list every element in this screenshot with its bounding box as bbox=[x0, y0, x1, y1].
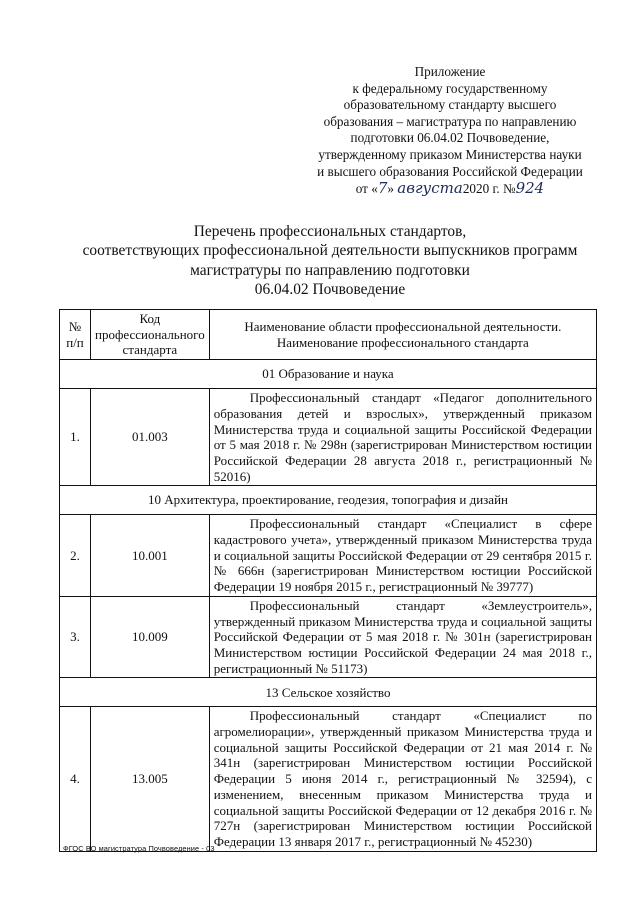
appendix-line: Приложение bbox=[414, 64, 486, 79]
section-row bbox=[60, 360, 597, 389]
title-line: соответствующих профессиональной деятельности выпускников программ bbox=[82, 242, 578, 260]
date-day-handwritten: 7 bbox=[377, 179, 388, 198]
section-title: 10 Архитектура, проектирование, геодезия, топография и дизайн bbox=[60, 486, 597, 515]
table-row bbox=[60, 515, 597, 597]
appendix-line: подготовки 06.04.02 Почвоведение, bbox=[350, 130, 550, 146]
row-num: 3. bbox=[60, 596, 91, 678]
section-row bbox=[60, 486, 597, 515]
row-code: 01.003 bbox=[91, 389, 210, 486]
section-title: 13 Сельское хозяйство bbox=[60, 678, 597, 707]
row-text: Профессиональный стандарт «Педагог дополнительного образования детей и взрослых», утвержденный приказом Министерства труда и социальной защиты Российской Федерации от 5 мая 2018 г. № 298н (зарегистрирован Министерством юстиции Российской Федерации 28 августа 2018 г., регистрационный № 52016) bbox=[213, 390, 592, 484]
title-line: магистратуры по направлению подготовки bbox=[190, 261, 470, 279]
header-code: Код профессионального стандарта bbox=[91, 310, 210, 360]
row-num: 2. bbox=[60, 515, 91, 597]
order-number-handwritten: 924 bbox=[515, 179, 545, 198]
date-mid: » bbox=[387, 181, 394, 197]
table-row bbox=[60, 389, 597, 486]
order-date-line bbox=[300, 180, 600, 198]
appendix-line: к федеральному государственному bbox=[352, 80, 548, 96]
page-footer: ФГОС ВО магистратура Почвоведение - 03 bbox=[63, 844, 215, 853]
row-num: 4. bbox=[60, 707, 91, 851]
section-row bbox=[60, 678, 597, 707]
title-line: Перечень профессиональных стандартов, bbox=[193, 223, 467, 240]
row-text: Профессиональный стандарт «Специалист в сфере кадастрового учета», утвержденный приказом Министерства труда и социальной защиты Российской Федерации от 29 сентября 2015 г. № 666н (зарегистрирован Министерством юстиции Российской Федерации 19 ноября 2015 г., регистрационный № 39777) bbox=[213, 516, 592, 595]
header-num: № п/п bbox=[60, 310, 91, 360]
section-title: 01 Образование и наука bbox=[60, 360, 597, 389]
row-text: Профессиональный стандарт «Специалист по агромелиорации», утвержденный приказом Министерства труда и социальной защиты Российской Федерации от 21 мая 2014 г. № 341н (зарегистрирован Министерством юстиции Российской Федерации 5 июня 2014 г., регистрационный № 32594), с изменением, внесенным приказом Министерства труда и социальной защиты Российской Федерации от 12 декабря 2016 г. № 727н (зарегистрирован Министерством юстиции Российской Федерации 13 января 2017 г., регистрационный № 45230) bbox=[213, 708, 592, 849]
appendix-line: образовательному стандарту высшего bbox=[343, 97, 557, 113]
appendix-line: образования – магистратура по направлению bbox=[323, 113, 577, 129]
row-code: 10.001 bbox=[91, 515, 210, 597]
appendix-block bbox=[300, 64, 600, 198]
table-row bbox=[60, 596, 597, 678]
date-year: 2020 г. № bbox=[462, 181, 516, 197]
standards-table bbox=[59, 309, 597, 852]
table-row bbox=[60, 707, 597, 851]
row-text: Профессиональный стандарт «Землеустроитель», утвержденный приказом Министерства труда и социальной защиты Российской Федерации от 5 мая 2018 г. № 301н (зарегистрирован Министерством юстиции Российской Федерации 24 мая 2018 г., регистрационный № 51173) bbox=[213, 597, 592, 676]
row-code: 13.005 bbox=[91, 707, 210, 851]
row-num: 1. bbox=[60, 389, 91, 486]
date-month-handwritten: августа bbox=[397, 179, 463, 198]
row-code: 10.009 bbox=[91, 596, 210, 678]
header-name: Наименование области профессиональной деятельности. Наименование профессионального стандарта bbox=[209, 310, 596, 360]
table-header-row bbox=[60, 310, 597, 360]
document-title bbox=[40, 222, 620, 300]
title-line: 06.04.02 Почвоведение bbox=[254, 281, 406, 299]
date-prefix: от « bbox=[355, 181, 378, 197]
appendix-line: утвержденному приказом Министерства науки bbox=[318, 146, 582, 162]
appendix-line: и высшего образования Российской Федерации bbox=[317, 163, 583, 179]
